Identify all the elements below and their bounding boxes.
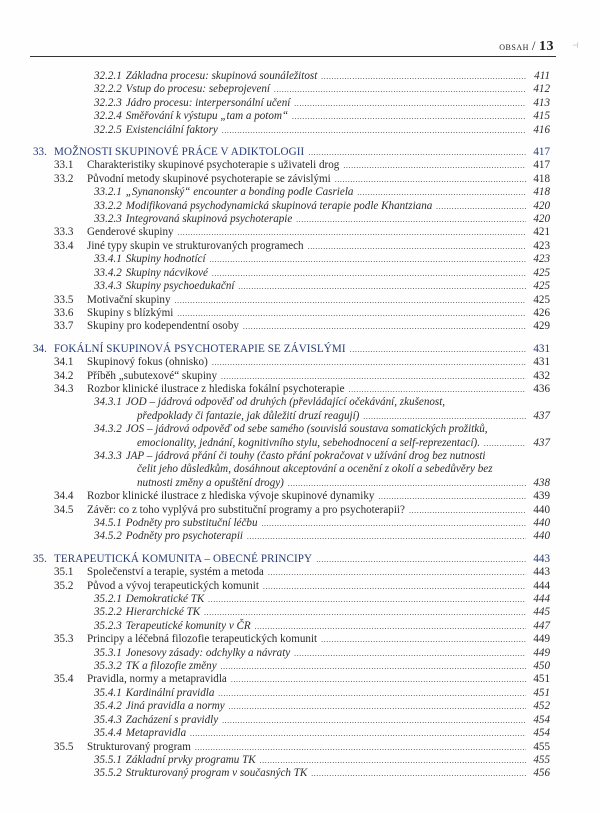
toc-section[interactable] (33, 673, 550, 686)
toc-subsection[interactable] (33, 714, 550, 727)
toc-subsection[interactable] (33, 70, 550, 83)
dot-leader (221, 370, 526, 383)
dot-leader (350, 343, 526, 356)
entry-page: 421 (533, 226, 550, 239)
entry-continuation (33, 463, 550, 476)
dot-leader (343, 159, 526, 172)
entry-number: 35.2.2 (94, 606, 122, 619)
entry-page: 443 (533, 552, 550, 565)
entry-page: 447 (533, 619, 550, 632)
dot-leader (247, 530, 526, 543)
dot-leader (262, 517, 527, 530)
dot-leader (208, 593, 526, 606)
entry-number: 34.3.1 (94, 396, 122, 409)
entry-title: Strukturovaný program v současných TK (125, 767, 308, 780)
entry-page: 412 (533, 83, 550, 96)
entry-title: Příběh „subutexové“ skupiny (87, 369, 218, 382)
toc-section[interactable] (33, 383, 550, 396)
header-separator: / (531, 38, 536, 53)
entry-title: Motivační skupiny (87, 293, 171, 306)
entry-number: 33.3 (54, 226, 74, 239)
entry-title: Společenství a terapie, systém a metoda (87, 566, 264, 579)
dot-leader (222, 714, 526, 727)
dot-leader (263, 580, 526, 593)
entry-title: Jádro procesu: interpersonální učení (125, 96, 291, 109)
entry-title: JAP – jádrová přání či touhy (často přání pokračovat v užívání drog bez nutnosti (125, 449, 486, 462)
toc-section[interactable] (33, 307, 550, 320)
dot-leader (221, 660, 526, 673)
entry-number: 33.2.2 (94, 199, 122, 212)
toc-subsection[interactable] (33, 660, 550, 673)
toc-subsection[interactable] (33, 396, 550, 409)
entry-continuation (33, 437, 550, 450)
entry-page: 425 (533, 266, 550, 279)
toc-subsection[interactable] (33, 767, 550, 780)
entry-title: Existenciální faktory (125, 123, 218, 136)
dot-leader (335, 173, 526, 186)
entry-title: TK a filozofie změny (125, 660, 217, 673)
dot-leader (178, 226, 526, 239)
entry-page: 439 (533, 490, 550, 503)
entry-number: 35.3.2 (94, 660, 122, 673)
entry-page: 451 (533, 686, 550, 699)
entry-title: Terapeutické komunity v ČR (125, 619, 251, 632)
toc-section[interactable] (33, 741, 550, 754)
entry-title: Integrovaná skupinová psychoterapie (125, 213, 293, 226)
dot-leader (311, 767, 526, 780)
entry-page: 415 (533, 110, 550, 123)
entry-page: 437 (533, 436, 550, 449)
entry-title: Jonesovy zásady: odchylky a návraty (125, 646, 291, 659)
entry-page: 444 (533, 593, 550, 606)
entry-number: 34.4 (54, 490, 74, 503)
entry-page: 420 (533, 213, 550, 226)
entry-title-continued: čelit jeho důsledkům, dosáhnout akceptování a ocenění z okolí a sebedůvěry bez (137, 463, 493, 476)
entry-page: 420 (533, 199, 550, 212)
entry-page: 445 (533, 606, 550, 619)
entry-page: 417 (533, 146, 550, 159)
entry-title: Podněty pro substituční léčbu (125, 517, 258, 529)
toc-section[interactable] (33, 580, 550, 593)
dot-leader (268, 566, 526, 579)
entry-title: Skupiny s blízkými (87, 306, 174, 319)
toc-subsection[interactable] (33, 727, 550, 740)
toc-section[interactable] (33, 356, 550, 369)
entry-page: 454 (533, 727, 550, 740)
entry-continuation (33, 410, 550, 423)
entry-page: 440 (533, 530, 550, 543)
entry-title: Strukturovaný program (87, 740, 191, 753)
entry-number: 35.2.3 (94, 619, 122, 632)
entry-number: 32.2.1 (94, 70, 122, 82)
entry-number: 33.2 (54, 172, 74, 185)
dot-leader (292, 110, 526, 123)
entry-title: Původ a vývoj terapeutických komunit (87, 579, 259, 592)
entry-number: 35.4 (54, 673, 74, 686)
dot-leader (308, 146, 526, 159)
table-of-contents (33, 70, 550, 781)
dot-leader (231, 673, 526, 686)
entry-number: 35. (33, 552, 47, 565)
entry-page: 432 (533, 369, 550, 382)
entry-number: 35.4.4 (94, 727, 122, 740)
dot-leader (210, 253, 526, 266)
entry-number: 33.6 (54, 306, 74, 319)
entry-title-continued: emocionality, jednání, kognitivního stylu, sebehodnocení a self-reprezentací). (137, 436, 481, 449)
entry-number: 33.2.3 (94, 213, 122, 226)
entry-title: Principy a léčebná filozofie terapeutických komunit (87, 633, 318, 646)
entry-page: 455 (533, 740, 550, 753)
entry-number: 33.2.1 (94, 186, 122, 199)
entry-title: Podněty pro psychoterapii (125, 530, 244, 543)
entry-number: 33.4.3 (94, 280, 122, 293)
toc-section[interactable] (33, 633, 550, 646)
toc-subsection[interactable] (33, 687, 550, 700)
entry-number: 35.5.2 (94, 767, 122, 780)
entry-page: 440 (533, 517, 550, 529)
toc-section[interactable] (33, 159, 550, 172)
entry-title: Zacházení s pravidly (125, 713, 219, 726)
entry-page: 418 (533, 172, 550, 185)
entry-number: 32.2.2 (94, 83, 122, 96)
toc-subsection[interactable] (33, 647, 550, 660)
entry-title: „Synanonský“ encounter a bonding podle Casriela (125, 186, 354, 199)
entry-page: 437 (533, 409, 550, 422)
entry-number: 33.5 (54, 293, 74, 306)
entry-page: 426 (533, 306, 550, 319)
entry-page: 451 (533, 673, 550, 686)
entry-page: 413 (533, 96, 550, 109)
entry-title: TERAPEUTICKÁ KOMUNITA – OBECNÉ PRINCIPY (54, 552, 313, 565)
entry-number: 32.2.5 (94, 123, 122, 136)
dot-leader (321, 70, 526, 83)
toc-section[interactable] (33, 173, 550, 186)
entry-number: 33.4.2 (94, 266, 122, 279)
dot-leader (204, 606, 526, 619)
dot-leader (274, 83, 526, 96)
entry-number: 33.1 (54, 159, 74, 172)
toc-chapter[interactable] (33, 343, 550, 356)
entry-page: 436 (533, 382, 550, 395)
dot-leader (255, 620, 526, 633)
entry-page: 450 (533, 660, 550, 673)
toc-chapter[interactable] (33, 553, 550, 566)
dot-leader (357, 186, 526, 199)
dot-leader (238, 280, 526, 293)
entry-title: Původní metody skupinové psychoterapie se závislými (87, 172, 331, 185)
entry-title: Charakteristiky skupinové psychoterapie s uživateli drog (87, 159, 340, 172)
entry-page: 411 (534, 70, 550, 82)
toc-subsection[interactable] (33, 450, 550, 463)
dot-leader (484, 437, 526, 450)
entry-number: 35.4.1 (94, 686, 122, 699)
entry-page: 423 (533, 253, 550, 266)
entry-page: 429 (533, 320, 550, 333)
entry-title: Jiná pravidla a normy (125, 700, 225, 713)
toc-section[interactable] (33, 294, 550, 307)
entry-page: 449 (533, 633, 550, 646)
entry-number: 35.3.1 (94, 646, 122, 659)
entry-title: MOŽNOSTI SKUPINOVÉ PRÁCE V ADIKTOLOGII (54, 146, 305, 159)
toc-section[interactable] (33, 240, 550, 253)
entry-title: Metapravidla (125, 727, 187, 740)
entry-number: 34.5.1 (94, 517, 122, 529)
entry-page: 423 (533, 239, 550, 252)
entry-page: 456 (533, 767, 550, 780)
entry-number: 35.5.1 (94, 753, 122, 766)
entry-page: 416 (533, 123, 550, 136)
entry-page: 431 (533, 342, 550, 355)
entry-number: 34.5.2 (94, 530, 122, 543)
entry-title: Závěr: co z toho vyplývá pro substituční programy a pro psychoterapii? (87, 503, 405, 516)
dot-leader (218, 687, 526, 700)
entry-page: 425 (533, 293, 550, 306)
dot-leader (212, 267, 526, 280)
dot-leader (177, 307, 526, 320)
entry-number: 34.3 (54, 382, 74, 395)
entry-title: JOD – jádrová odpověď od druhých (převládající očekávání, zkušenost, (125, 396, 446, 409)
entry-continuation (33, 477, 550, 490)
entry-number: 35.1 (54, 566, 74, 579)
toc-subsection[interactable] (33, 110, 550, 123)
entry-title: Rozbor klinické ilustrace z hlediska fokální psychoterapie (87, 382, 345, 395)
entry-page: 417 (533, 159, 550, 172)
entry-title: Hierarchické TK (125, 606, 201, 619)
entry-page: 443 (533, 566, 550, 579)
entry-page: 449 (533, 646, 550, 659)
dot-leader (308, 240, 526, 253)
dot-leader (222, 124, 526, 137)
entry-page: 452 (533, 700, 550, 713)
entry-title: Skupiny hodnotící (125, 253, 206, 266)
entry-title: Rozbor klinické ilustrace z hlediska vývoje skupinové dynamiky (87, 490, 375, 503)
entry-number: 34.1 (54, 356, 74, 369)
toc-subsection[interactable] (33, 606, 550, 619)
toc-subsection[interactable] (33, 267, 550, 280)
entry-title: JOS – jádrová odpověď od sebe samého (souvislá soustava somatických prožitků, (125, 423, 488, 436)
toc-subsection[interactable] (33, 754, 550, 767)
page-number: 13 (539, 39, 554, 54)
entry-page: 431 (533, 356, 550, 369)
entry-number: 33.7 (54, 320, 74, 333)
entry-number: 35.5 (54, 740, 74, 753)
entry-page: 440 (533, 503, 550, 516)
entry-title: Skupiny pro kodependentní osoby (87, 320, 239, 333)
toc-subsection[interactable] (33, 200, 550, 213)
entry-title: Jiné typy skupin ve strukturovaných programech (87, 239, 304, 252)
dot-leader (190, 727, 526, 740)
toc-subsection[interactable] (33, 124, 550, 137)
entry-title: Modifikovaná psychodynamická skupinová terapie podle Khantziana (125, 199, 433, 212)
entry-title: Genderové skupiny (87, 226, 174, 239)
entry-number: 32.2.3 (94, 96, 122, 109)
entry-number: 33.4 (54, 239, 74, 252)
dot-leader (243, 320, 526, 333)
entry-number: 32.2.4 (94, 110, 122, 123)
toc-section[interactable] (33, 320, 550, 333)
toc-subsection[interactable] (33, 593, 550, 606)
toc-subsection[interactable] (33, 517, 550, 530)
dot-leader (409, 504, 526, 517)
entry-title: Demokratické TK (125, 593, 205, 606)
entry-title-continued: nutnosti změny a opuštění drogy) (137, 476, 284, 489)
header-label: obsah (499, 39, 529, 53)
toc-subsection[interactable] (33, 213, 550, 226)
dot-leader (260, 754, 526, 767)
toc-subsection[interactable] (33, 620, 550, 633)
toc-subsection[interactable] (33, 280, 550, 293)
entry-number: 35.4.2 (94, 700, 122, 713)
entry-title: Skupiny psychoedukační (125, 280, 235, 293)
dot-leader (294, 97, 526, 110)
toc-subsection[interactable] (33, 423, 550, 436)
dot-leader (296, 213, 526, 226)
toc-subsection[interactable] (33, 83, 550, 96)
entry-number: 34. (33, 342, 47, 355)
entry-page: 425 (533, 280, 550, 293)
dot-leader (349, 383, 526, 396)
entry-number: 35.2.1 (94, 593, 122, 606)
entry-page: 444 (533, 579, 550, 592)
entry-number: 33.4.1 (94, 253, 122, 266)
dot-leader (212, 356, 526, 369)
entry-number: 34.2 (54, 369, 74, 382)
toc-subsection[interactable] (33, 700, 550, 713)
dot-leader (175, 294, 526, 307)
running-header (30, 36, 556, 57)
entry-title-continued: předpoklady či fantazie, jak důležití druzí reagují) (137, 409, 360, 422)
scan-mark: ⊣ (572, 41, 579, 50)
toc-section[interactable] (33, 504, 550, 517)
toc-subsection[interactable] (33, 97, 550, 110)
entry-page: 455 (533, 753, 550, 766)
toc-section[interactable] (33, 370, 550, 383)
entry-title: Vstup do procesu: sebeprojevení (125, 83, 271, 96)
entry-number: 35.3 (54, 633, 74, 646)
toc-subsection[interactable] (33, 530, 550, 543)
dot-leader (321, 633, 526, 646)
dot-leader (195, 741, 526, 754)
dot-leader (316, 553, 526, 566)
entry-number: 34.3.3 (94, 449, 122, 462)
dot-leader (294, 647, 526, 660)
toc-subsection[interactable] (33, 186, 550, 199)
dot-leader (229, 700, 526, 713)
header-text (499, 38, 554, 55)
entry-number: 35.2 (54, 579, 74, 592)
toc-subsection[interactable] (33, 253, 550, 266)
entry-page: 454 (533, 713, 550, 726)
entry-title: Základní prvky programu TK (125, 753, 256, 766)
dot-leader (288, 477, 526, 490)
entry-page: 418 (533, 186, 550, 199)
entry-number: 34.5 (54, 503, 74, 516)
dot-leader (363, 410, 526, 423)
dot-leader (436, 200, 526, 213)
entry-number: 33. (33, 146, 47, 159)
entry-title: Skupiny nácvikové (125, 266, 208, 279)
entry-number: 35.4.3 (94, 713, 122, 726)
entry-title: Skupinový fokus (ohnisko) (87, 356, 208, 369)
entry-title: Kardinální pravidla (125, 686, 215, 699)
toc-section[interactable] (33, 566, 550, 579)
toc-section[interactable] (33, 226, 550, 239)
dot-leader (378, 490, 526, 503)
entry-title: FOKÁLNÍ SKUPINOVÁ PSYCHOTERAPIE SE ZÁVISLÝMI (54, 342, 346, 355)
entry-page: 438 (533, 476, 550, 489)
entry-title: Směřování k výstupu „tam a potom“ (125, 110, 289, 123)
entry-title: Základna procesu: skupinová sounáležitost (125, 70, 318, 82)
entry-title: Pravidla, normy a metapravidla (87, 673, 227, 686)
entry-number: 34.3.2 (94, 423, 122, 436)
toc-chapter[interactable] (33, 146, 550, 159)
toc-section[interactable] (33, 490, 550, 503)
